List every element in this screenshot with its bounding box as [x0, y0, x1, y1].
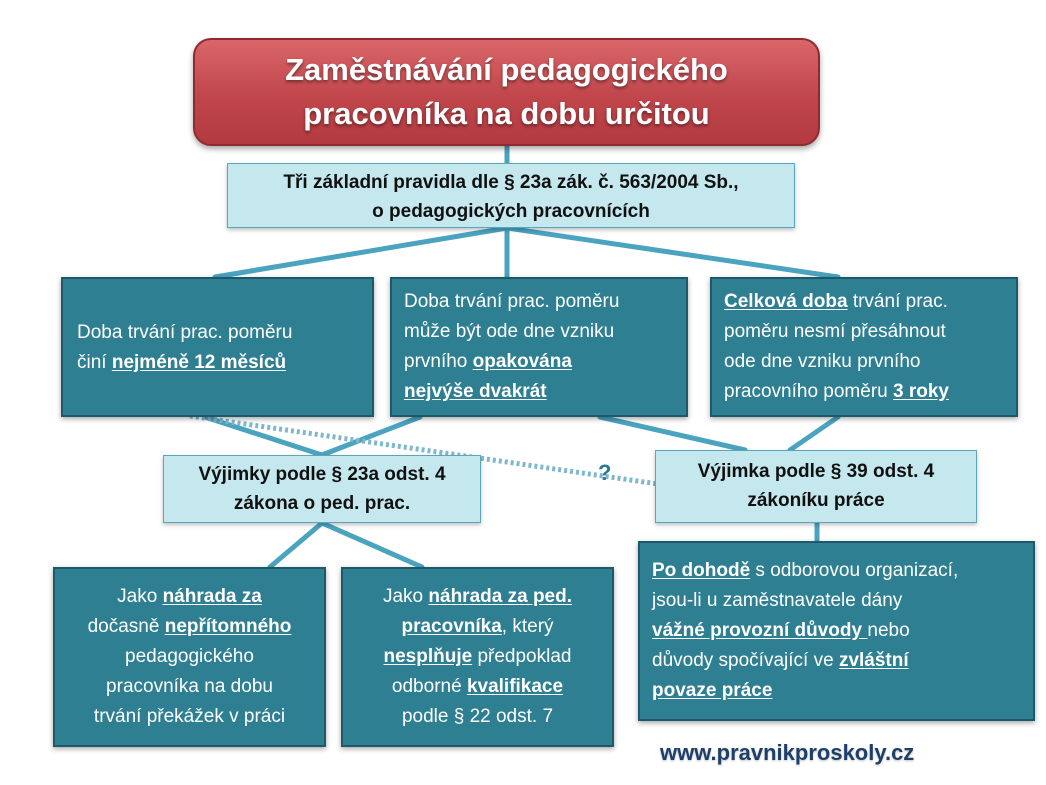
- case3-emphasis-agreement: Po dohodě: [652, 560, 751, 581]
- case3-emphasis-nature-of-work: povaze práce: [652, 680, 773, 701]
- case3-emphasis-special: zvláštní: [838, 650, 909, 671]
- rule1-emphasis: nejméně 12 měsíců: [111, 352, 287, 373]
- case3-emphasis-serious-reasons: vážné provozní důvody: [652, 620, 868, 641]
- case2-emphasis-qualification: kvalifikace: [466, 676, 564, 697]
- case1-line3: pedagogického: [125, 646, 254, 667]
- case-union-agreement: Po dohodě s odborovou organizací, jsou-li u zaměstnavatele dány vážné provozní důvody nebo důvody spočívající ve zvláštní povaze práce: [638, 541, 1035, 721]
- rule-min-duration: Doba trvání prac. poměru činí nejméně 12 měsíců: [61, 277, 374, 417]
- connector-rules-rule3: [507, 228, 838, 277]
- case-unqualified-teacher: Jako náhrada za ped. pracovníka, který nesplňuje předpoklad odborné kvalifikace podle § 22 odst. 7: [341, 567, 614, 747]
- connector-rule3-exception-b: [790, 417, 838, 450]
- connector-rule1-exception-a: [205, 417, 322, 455]
- case2-line5: podle § 22 odst. 7: [401, 706, 554, 727]
- connector-rules-rule1: [215, 228, 507, 277]
- rule-total-duration: Celková doba trvání prac. poměru nesmí přesáhnout ode dne vzniku prvního pracovního poměru 3 roky: [710, 277, 1018, 417]
- exception-labour-code: [655, 450, 977, 523]
- rule2-emphasis-repeated: opakována: [472, 351, 572, 372]
- case-absent-teacher: Jako náhrada za dočasně nepřítomného pedagogického pracovníka na dobu trvání překážek v práci: [53, 567, 326, 747]
- connector-rule2-exception-b: [600, 417, 745, 450]
- exception-b-line2: zákoníku práce: [747, 490, 885, 511]
- rule2-line1: Doba trvání prac. poměru: [404, 291, 620, 312]
- case2-emphasis-worker: pracovníka: [401, 616, 502, 637]
- case2-emphasis-replacement: náhrada za ped.: [428, 586, 573, 607]
- exception-b-line1: Výjimka podle § 39 odst. 4: [697, 461, 935, 482]
- question-mark: ?: [598, 460, 612, 485]
- main-title-line1: Zaměstnávání pedagogického: [285, 52, 728, 87]
- rules-box-line2: o pedagogických pracovnících: [372, 201, 650, 222]
- exception-a-line2: zákona o ped. prac.: [233, 493, 411, 514]
- rules-box-line1: Tři základní pravidla dle § 23a zák. č. 563/2004 Sb.,: [283, 172, 739, 193]
- rule2-emphasis-twice: nejvýše dvakrát: [404, 381, 547, 402]
- case1-emphasis-replacement: náhrada za: [162, 586, 262, 607]
- connector-exception-a-case2: [322, 523, 422, 567]
- rule2-line2: může být ode dne vzniku: [404, 321, 615, 342]
- rule3-emphasis-total: Celková doba: [724, 291, 848, 312]
- main-title: [193, 38, 820, 146]
- footer-website-url: www.pravnikproskoly.cz: [660, 740, 915, 765]
- case1-emphasis-absent: nepřítomného: [164, 616, 292, 637]
- main-title-line2: pracovníka na dobu určitou: [303, 96, 710, 131]
- rule3-line3: ode dne vzniku prvního: [724, 351, 921, 372]
- connector-exception-a-case1: [270, 523, 322, 567]
- rule3-line2: poměru nesmí přesáhnout: [724, 321, 946, 342]
- rules-box: [227, 163, 795, 228]
- rule3-emphasis-years: 3 roky: [893, 381, 949, 402]
- exception-school-law: [163, 455, 481, 523]
- rule-repetition: Doba trvání prac. poměru může být ode dne vzniku prvního opakována nejvýše dvakrát: [390, 277, 688, 417]
- case1-line4: pracovníka na dobu: [106, 676, 273, 697]
- case1-line5: trvání překážek v práci: [93, 706, 286, 727]
- case3-line2: jsou-li u zaměstnavatele dány: [652, 590, 903, 611]
- exception-a-line1: Výjimky podle § 23a odst. 4: [198, 464, 446, 485]
- rule1-line1: Doba trvání prac. poměru: [77, 322, 293, 343]
- case2-emphasis-not-meeting: nesplňuje: [383, 646, 473, 667]
